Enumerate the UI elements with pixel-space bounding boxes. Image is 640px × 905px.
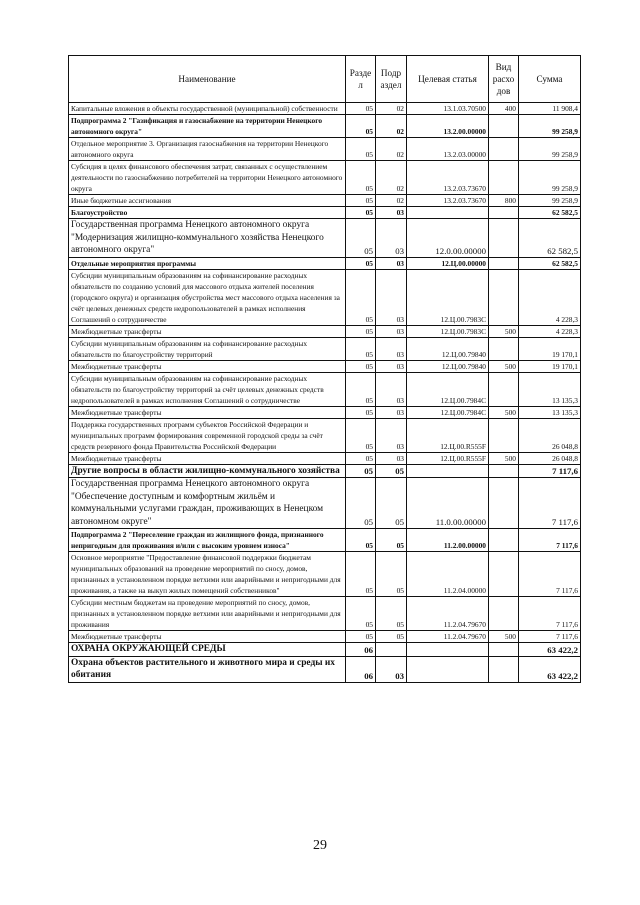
row-section-cell: 05	[346, 337, 376, 360]
header-name: Наименование	[69, 56, 346, 103]
row-type-cell: 500	[489, 631, 519, 643]
row-name-cell: Субсидии муниципальным образованиям на софинансирование расходных обязательств по благоустройству территорий за счёт целевых денежных средств недропользователей в рамках исполнения Соглашений о сотрудничестве	[69, 372, 346, 406]
header-amount: Сумма	[519, 56, 581, 103]
table-row	[69, 337, 581, 360]
row-name-cell: Охрана объектов растительного и животного мира и среды их обитания	[69, 656, 346, 682]
row-subsection-cell: 03	[376, 418, 407, 452]
row-subsection-cell: 03	[376, 325, 407, 337]
table-body	[69, 103, 581, 683]
row-name-cell: Другие вопросы в области жилищно-коммунального хозяйства	[69, 464, 346, 478]
row-article-cell: 13.1.03.70500	[407, 103, 489, 115]
row-name-cell: Благоустройство	[69, 207, 346, 219]
row-type-cell: 500	[489, 325, 519, 337]
row-section-cell: 05	[346, 195, 376, 207]
row-article-cell: 13.2.03.73670	[407, 195, 489, 207]
row-amount-cell: 63 422,2	[519, 643, 581, 657]
row-subsection-cell: 02	[376, 103, 407, 115]
header-target-article: Целевая статья	[407, 56, 489, 103]
row-name-cell: Капитальные вложения в объекты государственной (муниципальной) собственности	[69, 103, 346, 115]
row-subsection-cell: 03	[376, 656, 407, 682]
table-header-row	[69, 56, 581, 103]
row-section-cell: 05	[346, 138, 376, 161]
row-subsection-cell	[376, 643, 407, 657]
row-subsection-cell: 02	[376, 161, 407, 195]
row-article-cell: 13.2.00.00000	[407, 115, 489, 138]
row-subsection-cell: 02	[376, 115, 407, 138]
row-section-cell: 05	[346, 529, 376, 552]
row-amount-cell: 7 117,6	[519, 464, 581, 478]
row-section-cell: 05	[346, 452, 376, 464]
row-amount-cell: 11 908,4	[519, 103, 581, 115]
table-row	[69, 161, 581, 195]
table-row	[69, 138, 581, 161]
row-section-cell: 05	[346, 161, 376, 195]
row-section-cell: 05	[346, 406, 376, 418]
row-article-cell: 12.Ц.00.7983С	[407, 269, 489, 325]
row-section-cell: 06	[346, 643, 376, 657]
row-article-cell: 12.Ц.00.00000	[407, 257, 489, 269]
row-amount-cell: 99 258,9	[519, 161, 581, 195]
row-subsection-cell: 05	[376, 464, 407, 478]
table-row	[69, 115, 581, 138]
row-amount-cell: 7 117,6	[519, 631, 581, 643]
row-article-cell: 11.0.00.00000	[407, 478, 489, 529]
table-row	[69, 103, 581, 115]
row-section-cell: 05	[346, 552, 376, 597]
row-type-cell	[489, 552, 519, 597]
row-name-cell: ОХРАНА ОКРУЖАЮЩЕЙ СРЕДЫ	[69, 643, 346, 657]
row-amount-cell: 99 258,9	[519, 195, 581, 207]
row-section-cell: 05	[346, 257, 376, 269]
row-article-cell: 12.Ц.00.R555F	[407, 418, 489, 452]
row-section-cell: 05	[346, 360, 376, 372]
row-subsection-cell: 05	[376, 631, 407, 643]
row-article-cell: 12.Ц.00.79840	[407, 360, 489, 372]
row-subsection-cell: 03	[376, 360, 407, 372]
row-article-cell: 11.2.04.00000	[407, 552, 489, 597]
row-amount-cell: 7 117,6	[519, 597, 581, 631]
row-article-cell: 13.2.03.00000	[407, 138, 489, 161]
row-amount-cell: 62 582,5	[519, 219, 581, 258]
row-section-cell: 05	[346, 103, 376, 115]
row-amount-cell: 7 117,6	[519, 552, 581, 597]
row-subsection-cell: 03	[376, 372, 407, 406]
budget-table	[68, 55, 581, 683]
row-section-cell: 05	[346, 219, 376, 258]
header-section: Разде л	[346, 56, 376, 103]
row-amount-cell: 26 048,8	[519, 418, 581, 452]
header-subsection: Подр аздел	[376, 56, 407, 103]
row-name-cell: Субсидии местным бюджетам на проведение мероприятий по сносу, домов, признанных в установленном порядке ветхими или аварийными и непригодными для проживания	[69, 597, 346, 631]
row-article-cell	[407, 656, 489, 682]
row-subsection-cell: 05	[376, 478, 407, 529]
table-row	[69, 452, 581, 464]
row-amount-cell: 13 135,3	[519, 372, 581, 406]
table-row	[69, 372, 581, 406]
row-name-cell: Межбюджетные трансферты	[69, 452, 346, 464]
row-name-cell: Межбюджетные трансферты	[69, 360, 346, 372]
row-article-cell: 13.2.03.73670	[407, 161, 489, 195]
table-row	[69, 529, 581, 552]
row-article-cell: 12.Ц.00.7984С	[407, 406, 489, 418]
row-subsection-cell: 03	[376, 207, 407, 219]
row-article-cell: 11.2.04.79670	[407, 597, 489, 631]
row-article-cell: 11.2.04.79670	[407, 631, 489, 643]
row-name-cell: Подпрограмма 2 "Переселение граждан из жилищного фонда, признанного непригодным для проживания и/или с высоким уровнем износа"	[69, 529, 346, 552]
row-section-cell: 05	[346, 207, 376, 219]
table-row	[69, 631, 581, 643]
row-subsection-cell: 05	[376, 529, 407, 552]
row-amount-cell: 19 170,1	[519, 337, 581, 360]
row-name-cell: Субсидия в целях финансового обеспечения затрат, связанных с осуществлением деятельности по газоснабжению потребителей на территории Ненецкого автономного округа	[69, 161, 346, 195]
table-row	[69, 552, 581, 597]
row-article-cell	[407, 643, 489, 657]
table-row	[69, 269, 581, 325]
row-section-cell: 05	[346, 631, 376, 643]
row-type-cell: 500	[489, 360, 519, 372]
row-type-cell	[489, 337, 519, 360]
row-type-cell	[489, 656, 519, 682]
row-name-cell: Основное мероприятие "Предоставление финансовой поддержки бюджетам муниципальных образований на проведение мероприятий по сносу, домов, признанных в установленном порядке ветхими или аварийными и непригодными для проживания, а также на выкуп жилых помещений собственников"	[69, 552, 346, 597]
row-type-cell	[489, 207, 519, 219]
row-section-cell: 05	[346, 372, 376, 406]
row-section-cell: 05	[346, 464, 376, 478]
row-article-cell: 11.2.00.00000	[407, 529, 489, 552]
table-row	[69, 406, 581, 418]
row-article-cell: 12.Ц.00.7984С	[407, 372, 489, 406]
row-amount-cell: 63 422,2	[519, 656, 581, 682]
row-name-cell: Межбюджетные трансферты	[69, 325, 346, 337]
row-type-cell	[489, 219, 519, 258]
row-name-cell: Субсидии муниципальным образованиям на софинансирование расходных обязательств по благоустройству территорий	[69, 337, 346, 360]
row-article-cell: 12.Ц.00.7983С	[407, 325, 489, 337]
row-type-cell	[489, 269, 519, 325]
row-section-cell: 05	[346, 269, 376, 325]
row-name-cell: Межбюджетные трансферты	[69, 631, 346, 643]
row-amount-cell: 99 258,9	[519, 115, 581, 138]
row-name-cell: Поддержка государственных программ субъектов Российской Федерации и муниципальных программ формирования современной городской среды за счёт средств резервного фонда Правительства Российской Федерации	[69, 418, 346, 452]
header-expense-type: Вид расхо дов	[489, 56, 519, 103]
table-row	[69, 207, 581, 219]
row-subsection-cell: 03	[376, 219, 407, 258]
row-subsection-cell: 02	[376, 138, 407, 161]
row-type-cell: 800	[489, 195, 519, 207]
row-subsection-cell: 05	[376, 597, 407, 631]
row-amount-cell: 19 170,1	[519, 360, 581, 372]
row-amount-cell: 4 228,3	[519, 325, 581, 337]
row-type-cell	[489, 529, 519, 552]
row-type-cell	[489, 643, 519, 657]
row-amount-cell: 62 582,5	[519, 257, 581, 269]
table-row	[69, 325, 581, 337]
row-name-cell: Иные бюджетные ассигнования	[69, 195, 346, 207]
row-type-cell	[489, 257, 519, 269]
row-name-cell: Отдельные мероприятия программы	[69, 257, 346, 269]
row-type-cell	[489, 418, 519, 452]
row-type-cell	[489, 597, 519, 631]
row-subsection-cell: 02	[376, 195, 407, 207]
row-type-cell	[489, 372, 519, 406]
row-type-cell: 500	[489, 406, 519, 418]
row-section-cell: 06	[346, 656, 376, 682]
row-amount-cell: 7 117,6	[519, 478, 581, 529]
table-row	[69, 219, 581, 258]
page-number: 29	[313, 838, 327, 853]
table-row	[69, 597, 581, 631]
row-amount-cell: 4 228,3	[519, 269, 581, 325]
row-type-cell: 500	[489, 452, 519, 464]
row-section-cell: 05	[346, 418, 376, 452]
table-row	[69, 418, 581, 452]
row-article-cell: 12.Ц.00.R555F	[407, 452, 489, 464]
table-row	[69, 478, 581, 529]
row-name-cell: Субсидии муниципальным образованиям на софинансирование расходных обязательств по созданию условий для массового отдыха жителей поселения (городского округа) и организация обустройства мест массового отдыха населения за счёт целевых денежных средств недропользователей в рамках исполнения Соглашений о сотрудничестве	[69, 269, 346, 325]
row-section-cell: 05	[346, 478, 376, 529]
row-section-cell: 05	[346, 115, 376, 138]
row-name-cell: Отдельное мероприятие 3. Организация газоснабжения на территории Ненецкого автономного округа	[69, 138, 346, 161]
table-row	[69, 643, 581, 657]
row-article-cell	[407, 464, 489, 478]
row-amount-cell: 62 582,5	[519, 207, 581, 219]
table-row	[69, 257, 581, 269]
table-row	[69, 656, 581, 682]
row-name-cell: Подпрограмма 2 "Газификация и газоснабжение на территории Ненецкого автономного округа"	[69, 115, 346, 138]
row-type-cell: 400	[489, 103, 519, 115]
row-subsection-cell: 03	[376, 406, 407, 418]
row-type-cell	[489, 478, 519, 529]
row-type-cell	[489, 138, 519, 161]
row-type-cell	[489, 115, 519, 138]
row-subsection-cell: 05	[376, 552, 407, 597]
row-subsection-cell: 03	[376, 257, 407, 269]
row-amount-cell: 26 048,8	[519, 452, 581, 464]
row-article-cell: 12.Ц.00.79840	[407, 337, 489, 360]
row-type-cell	[489, 161, 519, 195]
row-section-cell: 05	[346, 597, 376, 631]
row-name-cell: Государственная программа Ненецкого автономного округа "Обеспечение доступным и комфортным жильём и коммунальными услугами граждан, проживающих в Ненецком автономном округе"	[69, 478, 346, 529]
row-article-cell	[407, 207, 489, 219]
row-name-cell: Межбюджетные трансферты	[69, 406, 346, 418]
row-subsection-cell: 03	[376, 337, 407, 360]
row-type-cell	[489, 464, 519, 478]
table-row	[69, 360, 581, 372]
row-section-cell: 05	[346, 325, 376, 337]
row-name-cell: Государственная программа Ненецкого автономного округа "Модернизация жилищно-коммунального хозяйства Ненецкого автономного округа"	[69, 219, 346, 258]
row-amount-cell: 7 117,6	[519, 529, 581, 552]
row-subsection-cell: 03	[376, 269, 407, 325]
row-amount-cell: 13 135,3	[519, 406, 581, 418]
table-row	[69, 464, 581, 478]
row-article-cell: 12.0.00.00000	[407, 219, 489, 258]
table-row	[69, 195, 581, 207]
row-subsection-cell: 03	[376, 452, 407, 464]
row-amount-cell: 99 258,9	[519, 138, 581, 161]
